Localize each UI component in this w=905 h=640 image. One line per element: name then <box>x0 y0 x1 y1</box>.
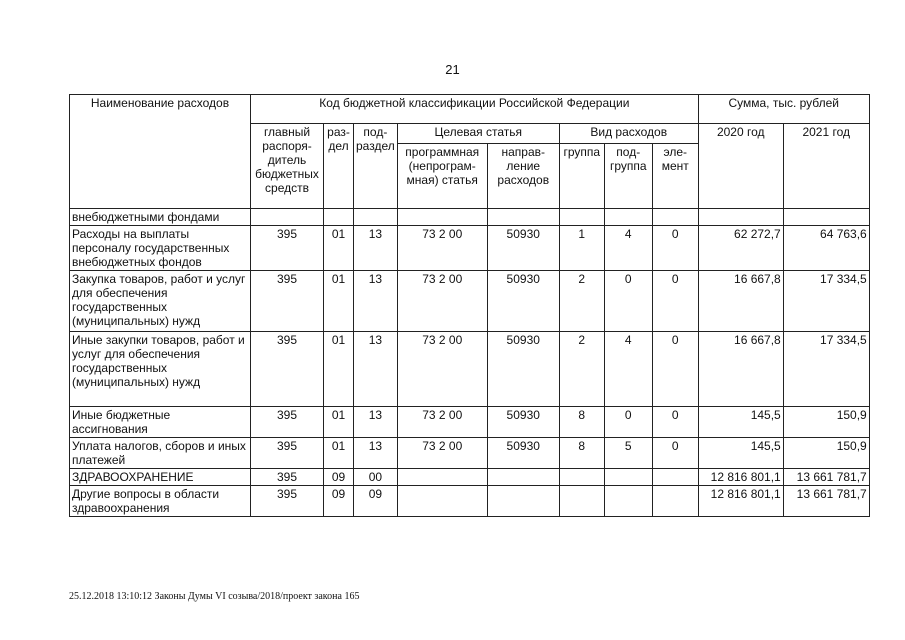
cell-subgroup <box>604 486 652 517</box>
cell-direction: 50930 <box>487 407 559 438</box>
cell-direction <box>487 469 559 486</box>
cell-element <box>652 209 698 226</box>
row-name: Другие вопросы в области здравоохранения <box>70 486 251 517</box>
cell-subsection <box>354 209 398 226</box>
header-name: Наименование расходов <box>70 95 251 209</box>
cell-direction: 50930 <box>487 226 559 271</box>
cell-2020 <box>698 209 783 226</box>
page-number: 21 <box>445 62 460 77</box>
cell-program <box>397 209 487 226</box>
cell-group <box>559 209 604 226</box>
cell-manager: 395 <box>251 438 324 469</box>
cell-manager: 395 <box>251 486 324 517</box>
cell-2020: 62 272,7 <box>698 226 783 271</box>
cell-subsection: 00 <box>354 469 398 486</box>
cell-manager: 395 <box>251 407 324 438</box>
cell-2020: 12 816 801,1 <box>698 469 783 486</box>
cell-group: 8 <box>559 407 604 438</box>
cell-direction: 50930 <box>487 271 559 332</box>
cell-direction <box>487 209 559 226</box>
header-target-article: Целевая статья <box>397 124 559 144</box>
cell-subsection: 13 <box>354 438 398 469</box>
row-name: Иные закупки товаров, работ и услуг для обеспечения государственных (муниципальных) нужд <box>70 332 251 407</box>
cell-section: 01 <box>324 226 354 271</box>
cell-2020: 145,5 <box>698 407 783 438</box>
cell-section: 01 <box>324 438 354 469</box>
cell-group: 8 <box>559 438 604 469</box>
header-sum-group: Сумма, тыс. рублей <box>698 95 869 124</box>
cell-element: 0 <box>652 438 698 469</box>
cell-direction: 50930 <box>487 332 559 407</box>
cell-manager <box>251 209 324 226</box>
cell-manager: 395 <box>251 226 324 271</box>
cell-2021 <box>783 209 869 226</box>
cell-2021: 150,9 <box>783 438 869 469</box>
cell-element: 0 <box>652 226 698 271</box>
header-group: группа <box>559 144 604 209</box>
cell-2020: 16 667,8 <box>698 332 783 407</box>
cell-section: 01 <box>324 407 354 438</box>
row-name: Закупка товаров, работ и услуг для обеспечения государственных (муниципальных) нужд <box>70 271 251 332</box>
cell-subgroup: 0 <box>604 407 652 438</box>
cell-element <box>652 469 698 486</box>
cell-subsection: 13 <box>354 332 398 407</box>
cell-manager: 395 <box>251 469 324 486</box>
table-row <box>70 226 870 271</box>
cell-manager: 395 <box>251 332 324 407</box>
cell-subgroup <box>604 209 652 226</box>
header-subgroup: под-группа <box>604 144 652 209</box>
cell-section: 09 <box>324 486 354 517</box>
row-name: ЗДРАВООХРАНЕНИЕ <box>70 469 251 486</box>
header-subsection: под-раздел <box>354 124 398 209</box>
cell-subgroup: 4 <box>604 332 652 407</box>
budget-table <box>69 94 870 517</box>
header-direction: направ-ление расходов <box>487 144 559 209</box>
cell-group <box>559 469 604 486</box>
cell-subgroup: 5 <box>604 438 652 469</box>
cell-2021: 150,9 <box>783 407 869 438</box>
row-name: Иные бюджетные ассигнования <box>70 407 251 438</box>
cell-program: 73 2 00 <box>397 226 487 271</box>
header-year-2021: 2021 год <box>783 124 869 209</box>
cell-section: 01 <box>324 332 354 407</box>
header-section: раз-дел <box>324 124 354 209</box>
cell-program: 73 2 00 <box>397 271 487 332</box>
header-element: эле-мент <box>652 144 698 209</box>
cell-2021: 17 334,5 <box>783 332 869 407</box>
cell-section: 01 <box>324 271 354 332</box>
header-expense-type: Вид расходов <box>559 124 698 144</box>
cell-program <box>397 469 487 486</box>
cell-subsection: 13 <box>354 407 398 438</box>
cell-group: 1 <box>559 226 604 271</box>
cell-subgroup <box>604 469 652 486</box>
cell-subsection: 13 <box>354 271 398 332</box>
row-name: внебюджетными фондами <box>70 209 251 226</box>
cell-2021: 13 661 781,7 <box>783 469 869 486</box>
cell-program: 73 2 00 <box>397 407 487 438</box>
row-name: Расходы на выплаты персоналу государственных внебюджетных фондов <box>70 226 251 271</box>
cell-2020: 16 667,8 <box>698 271 783 332</box>
header-year-2020: 2020 год <box>698 124 783 209</box>
cell-direction: 50930 <box>487 438 559 469</box>
cell-group <box>559 486 604 517</box>
header-program: программная (непрограм-мная) статья <box>397 144 487 209</box>
cell-2021: 64 763,6 <box>783 226 869 271</box>
cell-2020: 145,5 <box>698 438 783 469</box>
cell-element: 0 <box>652 407 698 438</box>
table-row <box>70 271 870 332</box>
cell-subsection: 09 <box>354 486 398 517</box>
table-row <box>70 407 870 438</box>
cell-subsection: 13 <box>354 226 398 271</box>
row-name: Уплата налогов, сборов и иных платежей <box>70 438 251 469</box>
table-row <box>70 438 870 469</box>
cell-2021: 17 334,5 <box>783 271 869 332</box>
cell-group: 2 <box>559 332 604 407</box>
cell-group: 2 <box>559 271 604 332</box>
header-code-group: Код бюджетной классификации Российской Федерации <box>251 95 699 124</box>
table-row <box>70 486 870 517</box>
cell-element: 0 <box>652 332 698 407</box>
table-row <box>70 469 870 486</box>
cell-program: 73 2 00 <box>397 438 487 469</box>
footer-document-path: 25.12.2018 13:10:12 Законы Думы VI созыва/2018/проект закона 165 <box>69 591 360 602</box>
cell-2021: 13 661 781,7 <box>783 486 869 517</box>
table-row <box>70 332 870 407</box>
cell-element: 0 <box>652 271 698 332</box>
cell-direction <box>487 486 559 517</box>
header-main-manager: главный распоря-дитель бюджетных средств <box>251 124 324 209</box>
cell-section: 09 <box>324 469 354 486</box>
cell-subgroup: 0 <box>604 271 652 332</box>
cell-2020: 12 816 801,1 <box>698 486 783 517</box>
table-row <box>70 209 870 226</box>
cell-section <box>324 209 354 226</box>
cell-subgroup: 4 <box>604 226 652 271</box>
cell-program: 73 2 00 <box>397 332 487 407</box>
cell-manager: 395 <box>251 271 324 332</box>
cell-element <box>652 486 698 517</box>
cell-program <box>397 486 487 517</box>
